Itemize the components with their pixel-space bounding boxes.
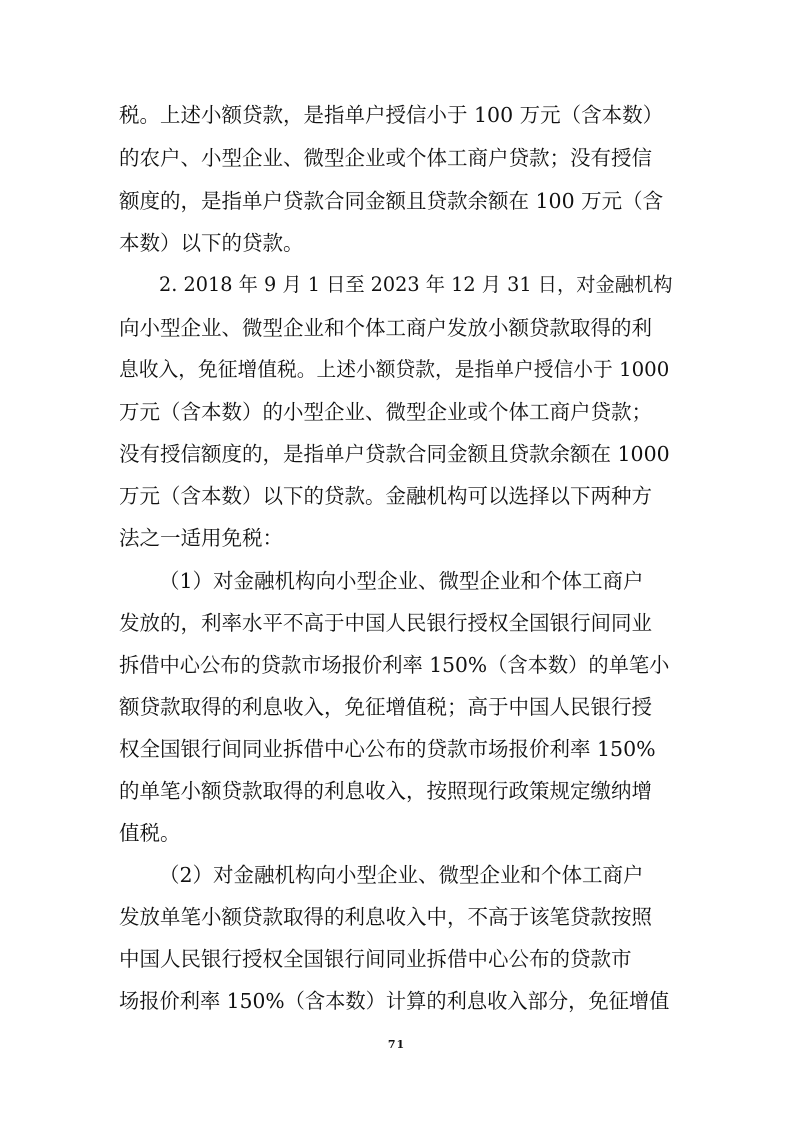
line-text: 的单笔小额贷款取得的利息收入，按照现行政策规定缴纳增 bbox=[119, 779, 652, 803]
line-text: 万元（含本数）以下的贷款。金融机构可以选择以下两种方 bbox=[119, 484, 652, 508]
text-line bbox=[0, 187, 793, 215]
text-line bbox=[0, 777, 793, 805]
line-text: 中国人民银行授权全国银行间同业拆借中心公布的贷款市 bbox=[119, 947, 632, 971]
line-text: （2）对金融机构向小型企业、微型企业和个体工商户 bbox=[159, 863, 644, 887]
text-line bbox=[0, 987, 793, 1015]
text-line bbox=[0, 271, 793, 299]
text-line bbox=[0, 693, 793, 721]
line-text: 场报价利率 150%（含本数）计算的利息收入部分，免征增值 bbox=[119, 989, 670, 1013]
line-text: 没有授信额度的，是指单户贷款合同金额且贷款余额在 1000 bbox=[119, 442, 670, 466]
text-line bbox=[0, 945, 793, 973]
line-text: 额度的，是指单户贷款合同金额且贷款余额在 100 万元（含 bbox=[119, 189, 664, 213]
line-text: 税。上述小额贷款，是指单户授信小于 100 万元（含本数） bbox=[119, 103, 664, 127]
text-line bbox=[0, 482, 793, 510]
line-text: 向小型企业、微型企业和个体工商户发放小额贷款取得的利 bbox=[119, 316, 652, 340]
text-line bbox=[0, 735, 793, 763]
text-line bbox=[0, 314, 793, 342]
text-line bbox=[0, 567, 793, 595]
line-text: 发放的，利率水平不高于中国人民银行授权全国银行间同业 bbox=[119, 611, 652, 635]
text-line bbox=[0, 651, 793, 679]
line-text: 2. 2018 年 9 月 1 日至 2023 年 12 月 31 日，对金融机构 bbox=[159, 273, 673, 296]
text-line bbox=[0, 609, 793, 637]
line-text: 本数）以下的贷款。 bbox=[119, 231, 304, 255]
text-line bbox=[0, 524, 793, 552]
line-text: 的农户、小型企业、微型企业或个体工商户贷款；没有授信 bbox=[119, 146, 652, 170]
text-line bbox=[0, 819, 793, 847]
text-line bbox=[0, 356, 793, 384]
text-line bbox=[0, 440, 793, 468]
text-line bbox=[0, 144, 793, 172]
line-text: 万元（含本数）的小型企业、微型企业或个体工商户贷款； bbox=[119, 400, 652, 424]
text-line bbox=[0, 398, 793, 426]
line-text: 息收入，免征增值税。上述小额贷款，是指单户授信小于 1000 bbox=[119, 358, 670, 381]
line-text: 值税。 bbox=[119, 821, 181, 845]
line-text: 法之一适用免税： bbox=[119, 526, 283, 550]
page-number: 71 bbox=[387, 1038, 406, 1051]
line-text: 发放单笔小额贷款取得的利息收入中，不高于该笔贷款按照 bbox=[119, 905, 652, 929]
text-line bbox=[0, 903, 793, 931]
line-text: 拆借中心公布的贷款市场报价利率 150%（含本数）的单笔小 bbox=[119, 653, 670, 677]
line-text: 额贷款取得的利息收入，免征增值税；高于中国人民银行授 bbox=[119, 695, 652, 719]
text-line bbox=[0, 861, 793, 889]
line-text: 权全国银行间同业拆借中心公布的贷款市场报价利率 150% bbox=[119, 737, 656, 761]
text-line bbox=[0, 229, 793, 257]
line-text: （1）对金融机构向小型企业、微型企业和个体工商户 bbox=[159, 569, 644, 593]
text-line bbox=[0, 101, 793, 129]
